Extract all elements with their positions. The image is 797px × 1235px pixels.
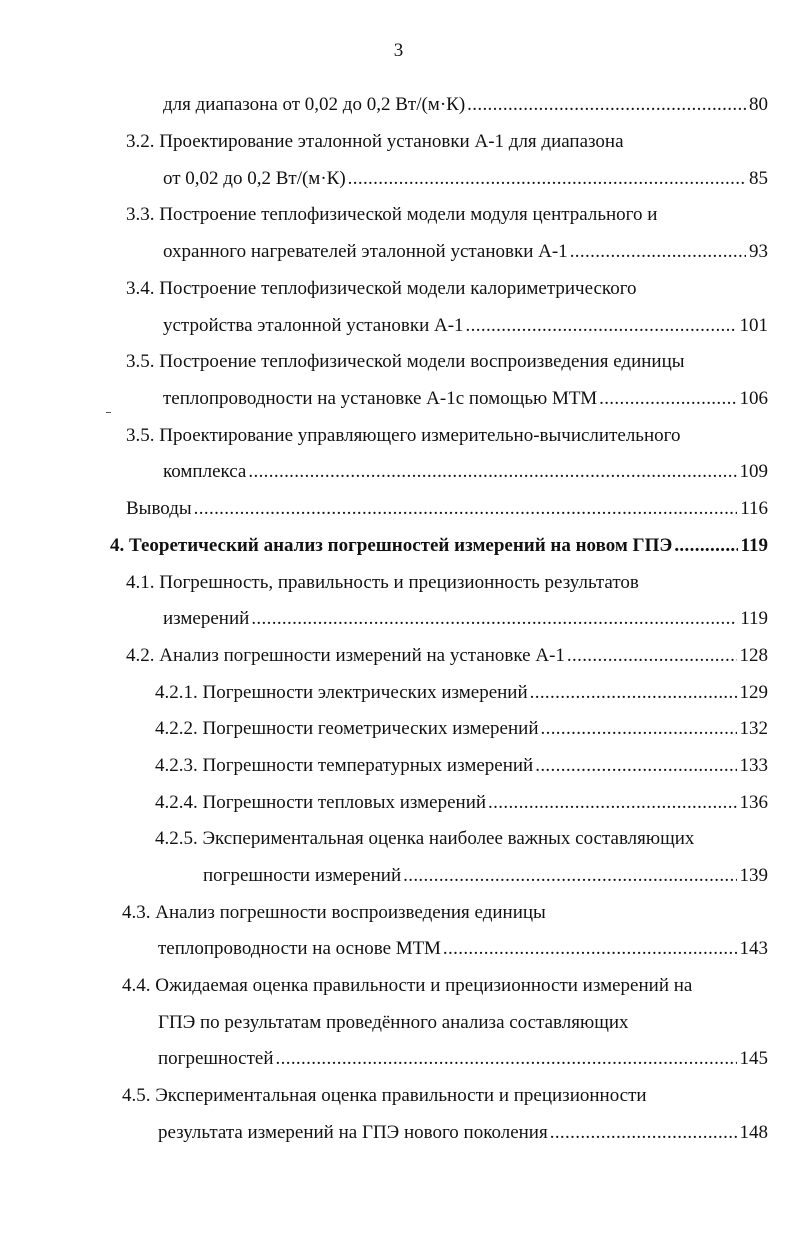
toc-entry-text: 3.4. Построение теплофизической модели калориметрического xyxy=(126,278,637,299)
toc-entry-text: комплекса xyxy=(163,461,247,482)
dot-leader xyxy=(466,313,737,339)
toc-line xyxy=(158,1010,629,1036)
toc-entry-text: 3.3. Построение теплофизической модели модуля центрального и xyxy=(126,204,658,225)
toc-line xyxy=(158,1046,768,1072)
toc-page-number: 136 xyxy=(739,792,768,813)
dot-leader xyxy=(488,790,736,816)
toc-entry-text: 3.2. Проектирование эталонной установки А-1 для диапазона xyxy=(126,131,624,152)
toc-entry-text: измерений xyxy=(163,608,250,629)
dot-leader xyxy=(535,753,736,779)
toc-line xyxy=(163,386,768,412)
toc-page-number: 139 xyxy=(739,865,768,886)
toc-line xyxy=(126,202,657,228)
toc-entry-text: результата измерений на ГПЭ нового поколения xyxy=(158,1122,548,1143)
dot-leader xyxy=(251,606,737,632)
toc-line xyxy=(163,166,768,192)
toc-entry-text: теплопроводности на установке А-1с помощью МТМ xyxy=(163,388,598,409)
toc-line xyxy=(155,826,694,852)
dot-leader xyxy=(348,166,746,192)
toc-line xyxy=(126,349,685,375)
dot-leader xyxy=(530,680,737,706)
toc-entry-text: 4.2. Анализ погрешности измерений на установке А-1 xyxy=(126,645,565,666)
toc-entry-text: 4.1. Погрешность, правильность и прецизионность результатов xyxy=(126,572,639,593)
toc-line xyxy=(122,900,546,926)
toc-line xyxy=(163,459,768,485)
toc-entry-text: от 0,02 до 0,2 Вт/(м·К) xyxy=(163,168,346,189)
toc-line xyxy=(126,643,768,669)
toc-entry-text: 3.5. Проектирование управляющего измерительно-вычислительного xyxy=(126,425,681,446)
toc-line xyxy=(163,606,768,632)
toc-page-number: 116 xyxy=(740,498,768,519)
toc-entry-text: 4.2.3. Погрешности температурных измерений xyxy=(155,755,534,776)
toc-entry-text: теплопроводности на основе МТМ xyxy=(158,938,441,959)
toc-page-number: 132 xyxy=(739,718,768,739)
toc-entry-text: ГПЭ по результатам проведённого анализа составляющих xyxy=(158,1012,629,1033)
toc-line xyxy=(155,716,768,742)
toc-page-number: 129 xyxy=(739,682,768,703)
toc-entry-text: 3.5. Построение теплофизической модели воспроизведения единицы xyxy=(126,351,685,372)
toc-entry-text: 4.2.4. Погрешности тепловых измерений xyxy=(155,792,487,813)
toc-entry-text: для диапазона от 0,02 до 0,2 Вт/(м·К) xyxy=(163,94,466,115)
toc-entry-text: 4.2.2. Погрешности геометрических измерений xyxy=(155,718,539,739)
toc-entry-text: 4. Теоретический анализ погрешностей измерений на новом ГПЭ xyxy=(110,535,673,556)
toc-line xyxy=(122,1083,647,1109)
toc-entry-text: погрешности измерений xyxy=(203,865,402,886)
toc-line xyxy=(163,92,768,118)
toc-entry-text: 4.2.1. Погрешности электрических измерений xyxy=(155,682,528,703)
toc-line xyxy=(126,129,624,155)
dot-leader xyxy=(443,936,737,962)
toc-line xyxy=(126,570,639,596)
toc-entry-text: 4.3. Анализ погрешности воспроизведения единицы xyxy=(122,902,546,923)
toc-line xyxy=(155,790,768,816)
toc-page-number: 101 xyxy=(739,315,768,336)
toc-line xyxy=(158,1120,768,1146)
toc-line xyxy=(203,863,768,889)
toc-page-number: 80 xyxy=(749,94,768,115)
dot-leader xyxy=(248,459,736,485)
toc-page-number: 128 xyxy=(739,645,768,666)
toc-entry-text: устройства эталонной установки А-1 xyxy=(163,315,464,336)
dot-leader xyxy=(674,533,737,559)
toc-entry-text: 4.2.5. Экспериментальная оценка наиболее важных составляющих xyxy=(155,828,695,849)
toc-line xyxy=(163,313,768,339)
dot-leader xyxy=(541,716,737,742)
stray-mark xyxy=(106,412,111,413)
toc-page-number: 133 xyxy=(739,755,768,776)
toc-line xyxy=(163,239,768,265)
toc-line xyxy=(126,496,768,522)
toc-line xyxy=(122,973,692,999)
dot-leader xyxy=(599,386,736,412)
dot-leader xyxy=(403,863,736,889)
toc-entry-text: 4.5. Экспериментальная оценка правильности и прецизионности xyxy=(122,1085,647,1106)
toc-page-number: 143 xyxy=(739,938,768,959)
toc-line xyxy=(126,276,637,302)
toc-page-number: 85 xyxy=(749,168,768,189)
toc-line xyxy=(158,936,768,962)
dot-leader xyxy=(467,92,746,118)
toc-page-number: 148 xyxy=(739,1122,768,1143)
toc-line xyxy=(155,680,768,706)
toc-page-number: 119 xyxy=(740,535,768,556)
toc-page-number: 109 xyxy=(739,461,768,482)
toc-line xyxy=(126,423,680,449)
dot-leader xyxy=(194,496,738,522)
dot-leader xyxy=(570,239,746,265)
toc-entry-text: 4.4. Ожидаемая оценка правильности и прецизионности измерений на xyxy=(122,975,693,996)
toc-line-chapter xyxy=(110,533,768,559)
toc-entry-text: погрешностей xyxy=(158,1048,274,1069)
toc-entry-text: Выводы xyxy=(126,498,192,519)
toc-line xyxy=(155,753,768,779)
toc-page-number: 93 xyxy=(749,241,768,262)
dot-leader xyxy=(550,1120,737,1146)
toc-page-number: 106 xyxy=(739,388,768,409)
toc-page-number: 145 xyxy=(739,1048,768,1069)
dot-leader xyxy=(567,643,737,669)
dot-leader xyxy=(276,1046,737,1072)
page-number: 3 xyxy=(393,40,404,61)
toc-page-number: 119 xyxy=(740,608,768,629)
toc-entry-text: охранного нагревателей эталонной установки А-1 xyxy=(163,241,568,262)
